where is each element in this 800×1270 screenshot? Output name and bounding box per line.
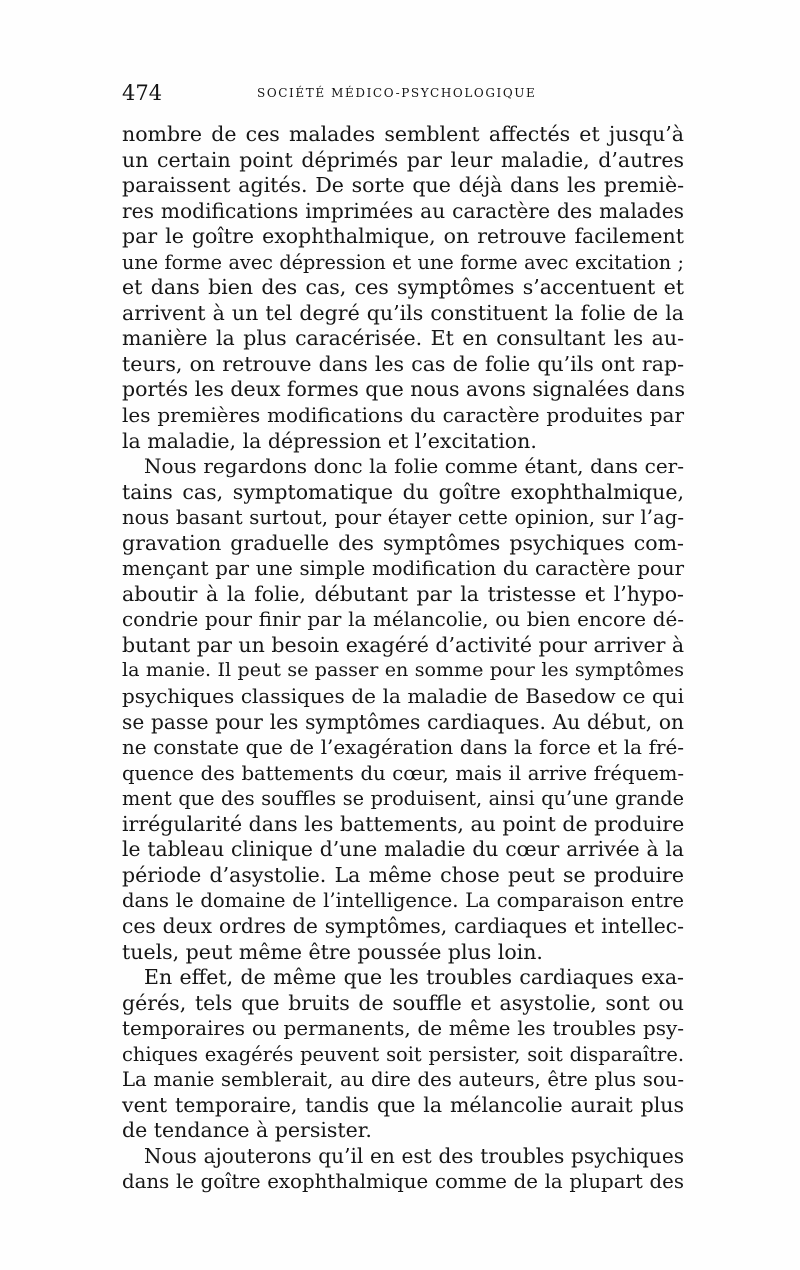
text-line: et dans bien des cas, ces symptômes s’accentuent et (122, 275, 684, 300)
text-line: En effet, de même que les troubles cardiaques exa- (144, 965, 684, 990)
text-line: Nous regardons donc la folie comme étant, dans cer- (144, 454, 684, 479)
text-line: aboutir à la folie, débutant par la tristesse et l’hypo- (122, 581, 684, 606)
text-line: le tableau clinique d’une maladie du cœur arrivée à la (122, 837, 684, 862)
text-line: nombre de ces malades semblent affectés et jusqu’à (122, 122, 684, 146)
text-line: condrie pour finir par la mélancolie, ou bien encore dé- (122, 608, 684, 632)
text-line: se passe pour les symptômes cardiaques. Au début, on (122, 709, 684, 734)
text-line: mençant par une simple modification du caractère pour (122, 557, 684, 581)
text-line: Nous ajouterons qu’il en est des troubles psychiques (144, 1143, 684, 1168)
text-line: butant par un besoin exagéré d’activité pour arriver à (122, 632, 685, 657)
text-line: dans le goître exophthalmique comme de la plupart des (122, 1170, 684, 1194)
text-line: vent temporaire, tandis que la mélancolie aurait plus (122, 1092, 684, 1117)
text-line: paraissent agités. De sorte que déjà dans les premiè- (122, 173, 684, 198)
text-line: nous basant surtout, pour étayer cette opinion, sur l’ag- (122, 506, 684, 530)
page-header (122, 80, 684, 106)
text-line: les premières modifications du caractère produites par (122, 403, 684, 428)
text-line: tuels, peut même être poussée plus loin. (122, 939, 543, 964)
running-head: SOCIÉTÉ MÉDICO-PSYCHOLOGIQUE (257, 86, 537, 100)
text-line: ces deux ordres de symptômes, cardiaques et intellec- (122, 913, 684, 938)
text-line: la manie. Il peut se passer en somme pour les symptômes (122, 659, 684, 682)
text-line: un certain point déprimés par leur maladie, d’autres (122, 147, 684, 172)
text-line: arrivent à un tel degré qu’ils constituent la folie de la (122, 300, 684, 325)
text-line: gravation graduelle des symptômes psychiques com- (122, 530, 684, 555)
text-line: chiques exagérés peuvent soit persister, soit disparaître. (122, 1042, 684, 1066)
body-text (122, 122, 684, 1195)
text-line: dans le domaine de l’intelligence. La comparaison entre (122, 889, 684, 913)
text-line: période d’asystolie. La même chose peut se produire (122, 862, 684, 887)
text-line: res modifications imprimées au caractère des malades (122, 198, 684, 223)
text-line: portés les deux formes que nous avons signalées dans (122, 377, 685, 402)
text-line: La manie semblerait, au dire des auteurs, être plus sou- (122, 1068, 684, 1092)
text-line: par le goître exophthalmique, on retrouve facilement (122, 224, 684, 249)
text-line: irrégularité dans les battements, au point de produire (122, 811, 685, 836)
text-line: ne constate que de l’exagération dans la force et la fré- (122, 736, 684, 760)
text-line: gérés, tels que bruits de souffle et asystolie, sont ou (122, 990, 684, 1015)
text-line: psychiques classiques de la maladie de Basedow ce qui (122, 685, 684, 709)
text-line: une forme avec dépression et une forme avec excitation ; (122, 250, 684, 274)
text-line: teurs, on retrouve dans les cas de folie qu’ils ont rap- (122, 351, 684, 376)
text-line: tains cas, symptomatique du goître exophthalmique, (122, 479, 684, 504)
text-line: manière la plus caracérisée. Et en consultant les au- (122, 326, 684, 351)
page-number: 474 (122, 81, 163, 105)
text-line: quence des battements du cœur, mais il arrive fréquem- (122, 761, 684, 785)
text-line: temporaires ou permanents, de même les troubles psy- (122, 1016, 684, 1041)
text-line: ment que des souffles se produisent, ainsi qu’une grande (122, 787, 684, 811)
text-line: la maladie, la dépression et l’excitation. (122, 428, 537, 453)
text-line: de tendance à persister. (122, 1118, 372, 1143)
